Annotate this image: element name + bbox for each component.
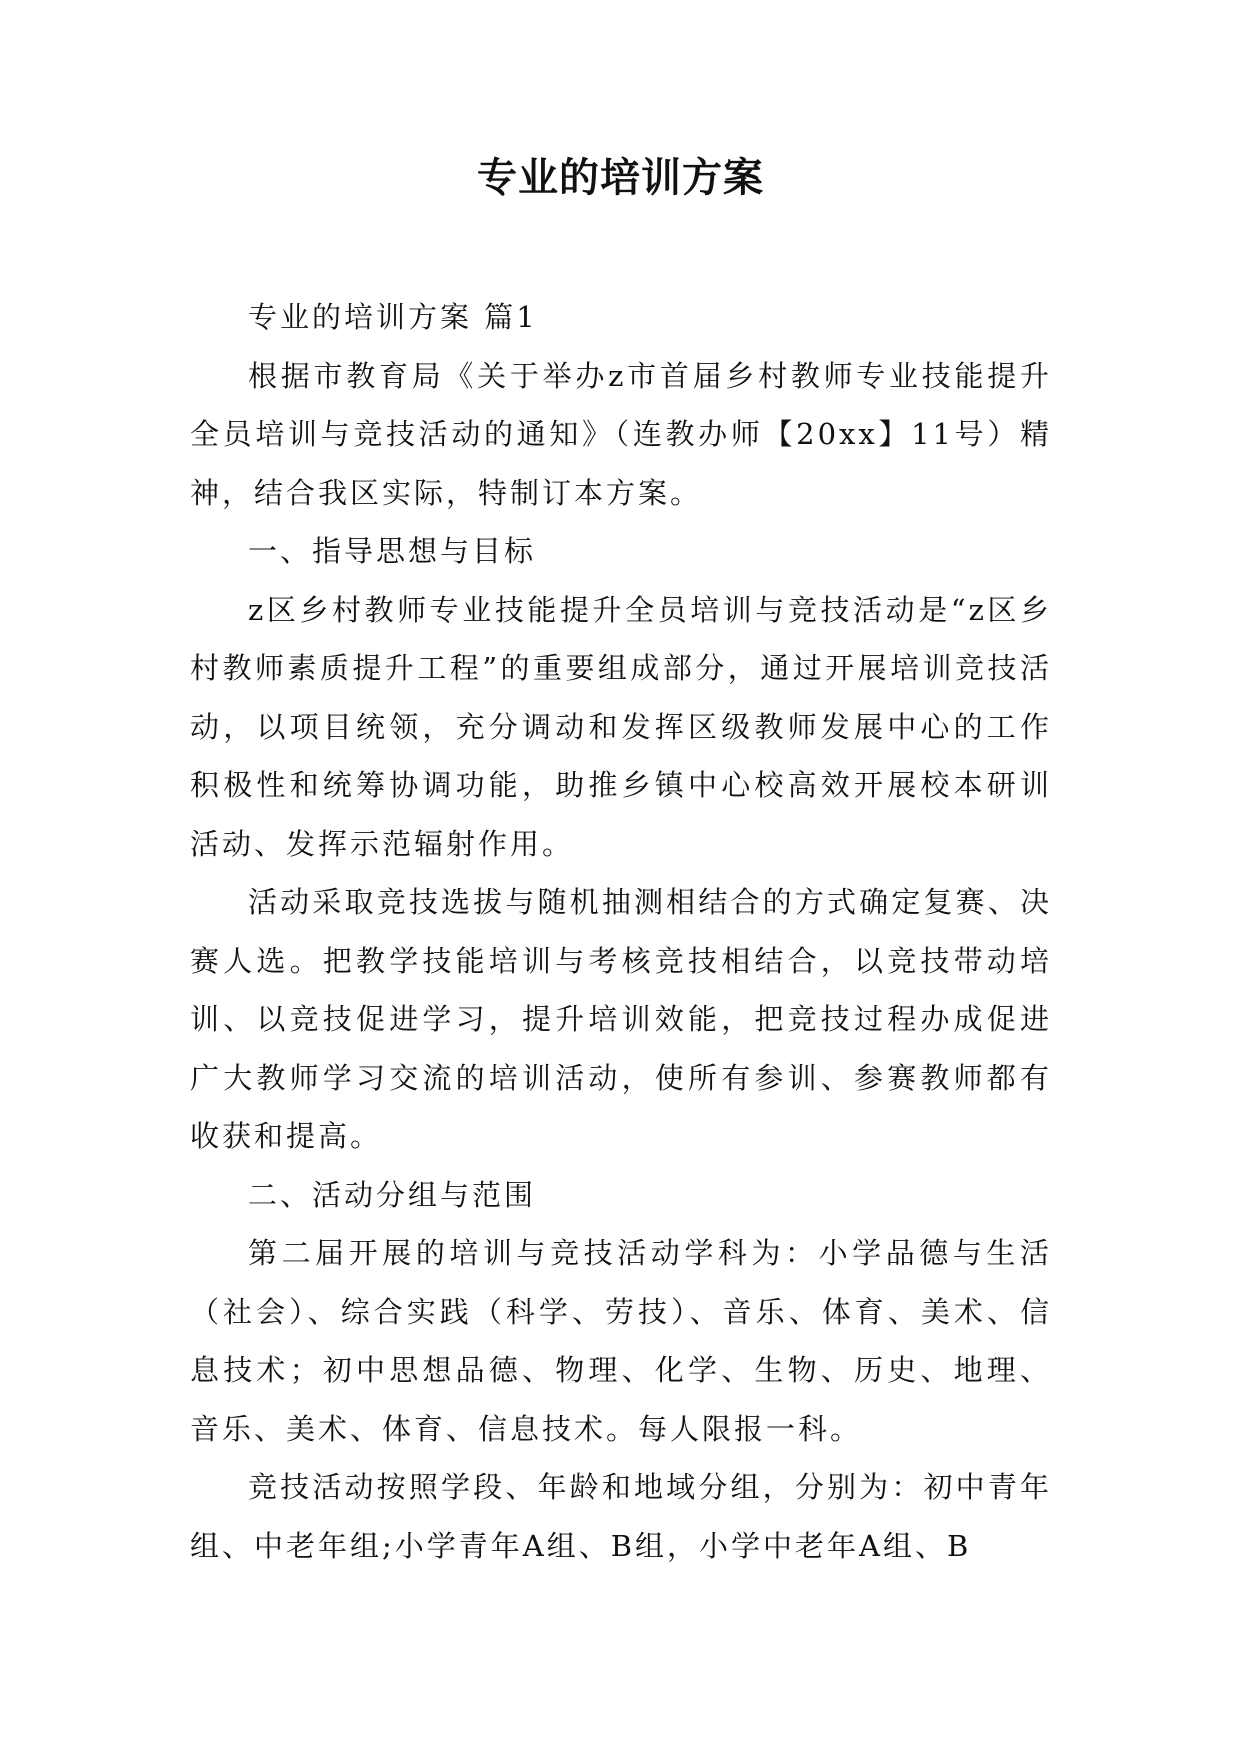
section-heading-part-1: 专业的培训方案 篇1 [248, 300, 538, 334]
document-body [190, 288, 1052, 1575]
paragraph-grouping: 竞技活动按照学段、年龄和地域分组，分别为：初中青年组、中老年组;小学青年A组、B组，小学中老年A组、B [190, 1470, 1052, 1563]
paragraph-guiding-ideas: z区乡村教师专业技能提升全员培训与竞技活动是“z区乡村教师素质提升工程”的重要组成部分，通过开展培训竞技活动，以项目统领，充分调动和发挥区级教师发展中心的工作积极性和统筹协调功能，助推乡镇中心校高效开展校本研训活动、发挥示范辐射作用。 [190, 592, 1052, 861]
document-title: 专业的培训方案 [477, 155, 764, 201]
section-heading-guiding-ideas: 一、指导思想与目标 [248, 534, 537, 568]
paragraph-activity-method: 活动采取竞技选拔与随机抽测相结合的方式确定复赛、决赛人选。把教学技能培训与考核竞技相结合，以竞技带动培训、以竞技促进学习，提升培训效能，把竞技过程办成促进广大教师学习交流的培训活动，使所有参训、参赛教师都有收获和提高。 [190, 885, 1052, 1153]
section-heading-grouping-scope: 二、活动分组与范围 [248, 1177, 537, 1212]
paragraph-intro: 根据市教育局《关于举办z市首届乡村教师专业技能提升全员培训与竞技活动的通知》（连教办师【20xx】11号）精神，结合我区实际，特制订本方案。 [190, 358, 1052, 510]
paragraph-subjects: 第二届开展的培训与竞技活动学科为：小学品德与生活（社会）、综合实践（科学、劳技）、音乐、体育、美术、信息技术；初中思想品德、物理、化学、生物、历史、地理、音乐、美术、体育、信息技术。每人限报一科。 [190, 1236, 1052, 1446]
